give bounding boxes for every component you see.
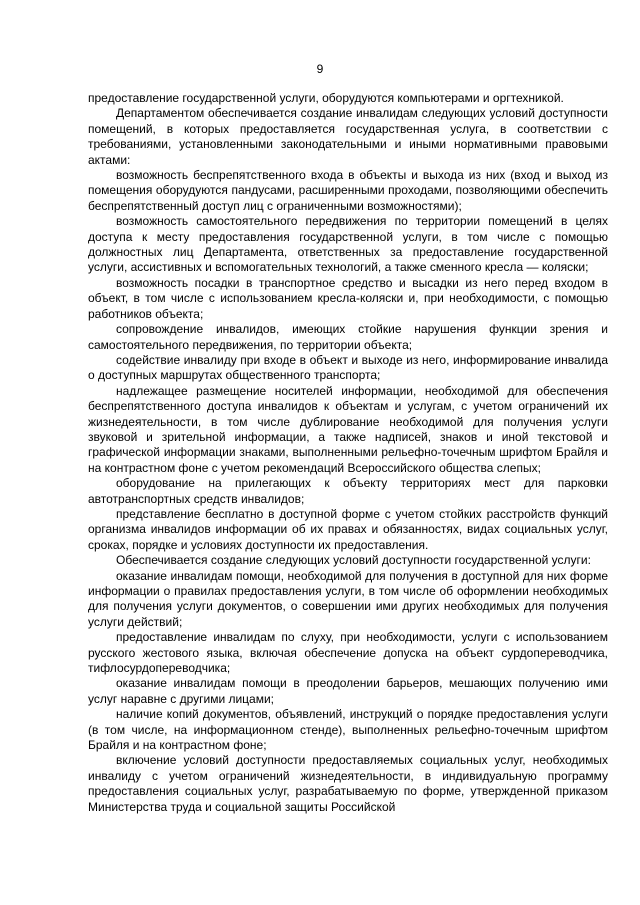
paragraph: предоставление инвалидам по слуху, при необходимости, услуги с использованием русского жестового языка, включая обеспечение допуска на объект сурдопереводчика, тифлосурдопереводчика; (88, 630, 608, 676)
document-body (88, 91, 608, 815)
paragraph: представление бесплатно в доступной форме с учетом стойких расстройств функций организма инвалидов информации об их правах и обязанностях, видах социальных услуг, сроках, порядке и условиях доступности их предоставления. (88, 506, 608, 552)
paragraph: надлежащее размещение носителей информации, необходимой для обеспечения беспрепятственного доступа инвалидов к объектам и услугам, с учетом ограничений их жизнедеятельности, в том числе дублирование необходимой для получения услуги звуковой и зрительной информации, а также надписей, знаков и иной текстовой и графической информации знаками, выполненными рельефно-точечным шрифтом Брайля и на контрастном фоне с учетом рекомендаций Всероссийского общества слепых; (88, 383, 608, 475)
paragraph: Обеспечивается создание следующих условий доступности государственной услуги: (116, 553, 591, 568)
paragraph: оказание инвалидам помощи, необходимой для получения в доступной для них форме информации о правилах предоставления услуги, в том числе об оформлении необходимых для получения услуги документов, о совершении ими других необходимых для получения услуги действий; (88, 568, 608, 629)
paragraph: возможность посадки в транспортное средство и высадки из него перед входом в объект, в том числе с использованием кресла-коляски и, при необходимости, с помощью работников объекта; (88, 275, 608, 321)
paragraph: Департаментом обеспечивается создание инвалидам следующих условий доступности помещений, в которых предоставляется государственная услуга, в соответствии с требованиями, установленными законодательными и иными нормативными правовыми актами: (88, 106, 608, 167)
paragraph: содействие инвалиду при входе в объект и выходе из него, информирование инвалида о доступных маршрутах общественного транспорта; (88, 352, 608, 383)
page-number: 9 (316, 62, 324, 76)
paragraph: наличие копий документов, объявлений, инструкций о порядке предоставления услуги (в том числе, на информационном стенде), выполненных рельефно-точечным шрифтом Брайля и на контрастном фоне; (88, 707, 608, 753)
paragraph: сопровождение инвалидов, имеющих стойкие нарушения функции зрения и самостоятельного передвижения, по территории объекта; (88, 322, 608, 352)
paragraph: предоставление государственной услуги, оборудуются компьютерами и оргтехникой. (88, 91, 564, 105)
paragraph: возможность самостоятельного передвижения по территории помещений в целях доступа к месту предоставления государственной услуги, в том числе с помощью должностных лиц Департамента, ответственных за предоставление государственной услуги, ассистивных и вспомогательных технологий, а также сменного кресла — коляски; (88, 214, 608, 275)
paragraph: оборудование на прилегающих к объекту территориях мест для парковки автотранспортных средств инвалидов; (88, 476, 608, 506)
paragraph: оказание инвалидам помощи в преодолении барьеров, мешающих получению ими услуг наравне с другими лицами; (88, 676, 608, 706)
paragraph: включение условий доступности предоставляемых социальных услуг, необходимых инвалиду с учетом ограничений жизнедеятельности, в индивидуальную программу предоставления социальных услуг, разрабатываемую по форме, утвержденной приказом Министерства труда и социальной защиты Российской (88, 753, 608, 814)
paragraph: возможность беспрепятственного входа в объекты и выхода из них (вход и выход из помещения оборудуются пандусами, расширенными проходами, позволяющими обеспечить беспрепятственный доступ лиц с ограниченными возможностями); (88, 168, 608, 213)
